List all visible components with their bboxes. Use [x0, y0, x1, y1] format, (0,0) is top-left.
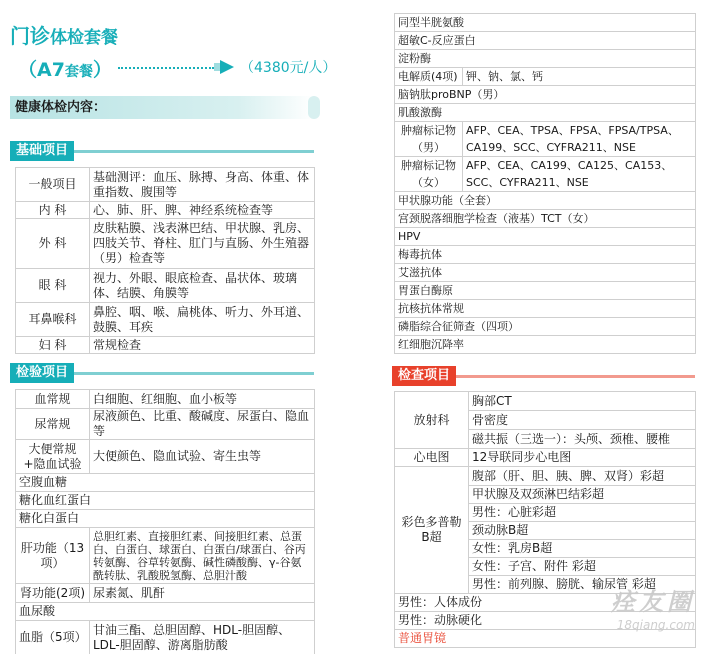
item-desc: 颈动脉B超	[469, 522, 696, 540]
table-row	[395, 300, 696, 318]
item-name: 男性：人体成份	[395, 594, 696, 612]
item-name: 脑钠肽proBNP（男）	[395, 86, 696, 104]
title-main: 门诊	[10, 24, 50, 48]
section-basic-label: 基础项目	[10, 141, 74, 161]
item-desc: 甲状腺及双颈淋巴结彩超	[469, 486, 696, 504]
item-name: 甲状腺功能（全套）	[395, 192, 696, 210]
item-name: 一般项目	[16, 168, 90, 202]
section-lab-label: 检验项目	[10, 363, 74, 383]
table-row	[16, 219, 315, 269]
package-name	[18, 55, 112, 82]
item-name: 眼 科	[16, 269, 90, 303]
section-exam-label: 检查项目	[392, 366, 456, 386]
item-desc: 甘油三酯、总胆固醇、HDL-胆固醇、LDL-胆固醇、游离脂肪酸	[90, 621, 315, 654]
table-row	[395, 282, 696, 300]
item-name: 肌酸激酶	[395, 104, 696, 122]
table-row	[16, 528, 315, 584]
lab-table	[15, 389, 315, 654]
basic-table	[15, 167, 315, 354]
table-row	[395, 122, 696, 157]
item-desc: 磁共振（三选一）：头颅、颈椎、腰椎	[469, 430, 696, 449]
item-desc: 男性：前列腺、膀胱、输尿管 彩超	[469, 576, 696, 594]
item-name: 红细胞沉降率	[395, 336, 696, 354]
table-row	[395, 318, 696, 336]
table-row	[16, 474, 315, 492]
item-desc: 尿液颜色、比重、酸碱度、尿蛋白、隐血等	[90, 409, 315, 440]
table-row	[395, 392, 696, 411]
table-row	[395, 336, 696, 354]
item-desc: 男性：心脏彩超	[469, 504, 696, 522]
table-row	[395, 50, 696, 68]
package-suffix: 套餐	[64, 64, 93, 80]
title-sub: 体检套餐	[50, 28, 118, 48]
item-desc: AFP、CEA、CA199、CA125、CA153、SCC、CYFRA211、NSE	[463, 157, 696, 192]
package-price: （4380元/人）	[240, 60, 337, 76]
item-desc: 心、肺、肝、脾、神经系统检查等	[90, 202, 315, 219]
item-name: 大便常规+隐血试验	[16, 440, 90, 474]
item-name: 放射科	[395, 392, 469, 449]
item-name: 超敏C-反应蛋白	[395, 32, 696, 50]
table-row	[395, 157, 696, 192]
item-desc: 钾、钠、氯、钙	[463, 68, 696, 86]
item-name: 肿瘤标记物（男）	[395, 122, 463, 157]
table-row	[395, 192, 696, 210]
table-row	[16, 440, 315, 474]
item-desc: 白细胞、红细胞、血小板等	[90, 390, 315, 409]
item-desc: 基础测评：血压、脉搏、身高、体重、体重指数、腹围等	[90, 168, 315, 202]
item-desc: 12导联同步心电图	[469, 449, 696, 467]
item-name: 抗核抗体常规	[395, 300, 696, 318]
item-desc: 尿素氮、肌酐	[90, 584, 315, 603]
table-row	[16, 510, 315, 528]
item-name: 糖化白蛋白	[16, 510, 315, 528]
watermark-url: 18qiang.com	[616, 618, 695, 632]
section-basic	[10, 141, 314, 161]
item-desc: 胸部CT	[469, 392, 696, 411]
package-row	[18, 55, 337, 81]
item-name: 宫颈脱落细胞学检查（液基）TCT（女）	[395, 210, 696, 228]
package-bracket-close: ）	[92, 59, 112, 81]
table-row	[395, 32, 696, 50]
item-desc: 女性：子宫、附件 彩超	[469, 558, 696, 576]
item-desc: 大便颜色、隐血试验、寄生虫等	[90, 440, 315, 474]
item-name: 糖化血红蛋白	[16, 492, 315, 510]
lab-table-continued	[394, 13, 696, 354]
item-name: 血尿酸	[16, 603, 315, 621]
item-desc: 总胆红素、直接胆红素、间接胆红素、总蛋白、白蛋白、球蛋白、白蛋白/球蛋白、谷丙转氨酶、谷草转氨酶、碱性磷酸酶、γ-谷氨酰转肽、乳酸脱氢酶、总胆汁酸	[90, 528, 315, 584]
item-desc: 常规检查	[90, 337, 315, 354]
item-name: HPV	[395, 228, 696, 246]
item-desc: 皮肤粘膜、浅表淋巴结、甲状腺、乳房、四肢关节、脊柱、肛门与直肠、外生殖器（男）检查等	[90, 219, 315, 269]
item-desc: 骨密度	[469, 411, 696, 430]
item-name: 磷脂综合征筛查（四项）	[395, 318, 696, 336]
item-name: 血脂（5项）	[16, 621, 90, 654]
arrow-right-icon	[214, 60, 234, 74]
item-name: 心电图	[395, 449, 469, 467]
item-name: 空腹血糖	[16, 474, 315, 492]
package-code: A7	[37, 59, 65, 81]
table-row	[395, 14, 696, 32]
table-row	[395, 210, 696, 228]
item-name: 同型半胱氨酸	[395, 14, 696, 32]
section-lab	[10, 363, 314, 383]
table-row	[16, 202, 315, 219]
item-name: 肾功能(2项)	[16, 584, 90, 603]
item-name: 肝功能（13项）	[16, 528, 90, 584]
table-row	[16, 584, 315, 603]
item-name: 耳鼻喉科	[16, 303, 90, 337]
table-row	[16, 492, 315, 510]
table-row	[16, 621, 315, 654]
page-title	[10, 20, 118, 49]
item-name: 尿常规	[16, 409, 90, 440]
package-bracket-open: （	[18, 59, 38, 81]
health-content-heading	[10, 96, 314, 119]
item-desc: 女性：乳房B超	[469, 540, 696, 558]
section-exam	[392, 366, 695, 386]
table-row	[16, 390, 315, 409]
item-name: 彩色多普勒B超	[395, 467, 469, 594]
item-name: 妇 科	[16, 337, 90, 354]
table-row	[16, 303, 315, 337]
table-row	[16, 168, 315, 202]
item-name: 内 科	[16, 202, 90, 219]
watermark-logo: 痊友圈	[611, 588, 695, 616]
table-row	[16, 409, 315, 440]
table-row	[395, 86, 696, 104]
item-name: 肿瘤标记物（女）	[395, 157, 463, 192]
table-row	[395, 467, 696, 486]
table-row	[395, 246, 696, 264]
item-name: 梅毒抗体	[395, 246, 696, 264]
item-name: 淀粉酶	[395, 50, 696, 68]
table-row	[395, 104, 696, 122]
item-desc: 鼻腔、咽、喉、扁桃体、听力、外耳道、鼓膜、耳疾	[90, 303, 315, 337]
item-name: 血常规	[16, 390, 90, 409]
table-row	[395, 68, 696, 86]
item-name: 胃蛋白酶原	[395, 282, 696, 300]
table-row	[395, 449, 696, 467]
health-content-label: 健康体检内容：	[15, 100, 107, 115]
table-row	[16, 603, 315, 621]
item-name-highlight: 普通胃镜	[395, 630, 696, 648]
heading-cap	[308, 96, 320, 119]
item-name: 外 科	[16, 219, 90, 269]
item-desc: AFP、CEA、TPSA、FPSA、FPSA/TPSA、CA199、SCC、CYFRA211、NSE	[463, 122, 696, 157]
item-desc: 视力、外眼、眼底检查、晶状体、玻璃体、结膜、角膜等	[90, 269, 315, 303]
item-name: 艾滋抗体	[395, 264, 696, 282]
table-row	[395, 228, 696, 246]
table-row	[16, 337, 315, 354]
item-name: 电解质(4项)	[395, 68, 463, 86]
dotted-leader	[118, 67, 214, 69]
item-desc: 腹部（肝、胆、胰、脾、双肾）彩超	[469, 467, 696, 486]
table-row	[16, 269, 315, 303]
item-name: 男性：动脉硬化	[395, 612, 696, 630]
table-row	[395, 264, 696, 282]
watermark	[545, 587, 695, 633]
